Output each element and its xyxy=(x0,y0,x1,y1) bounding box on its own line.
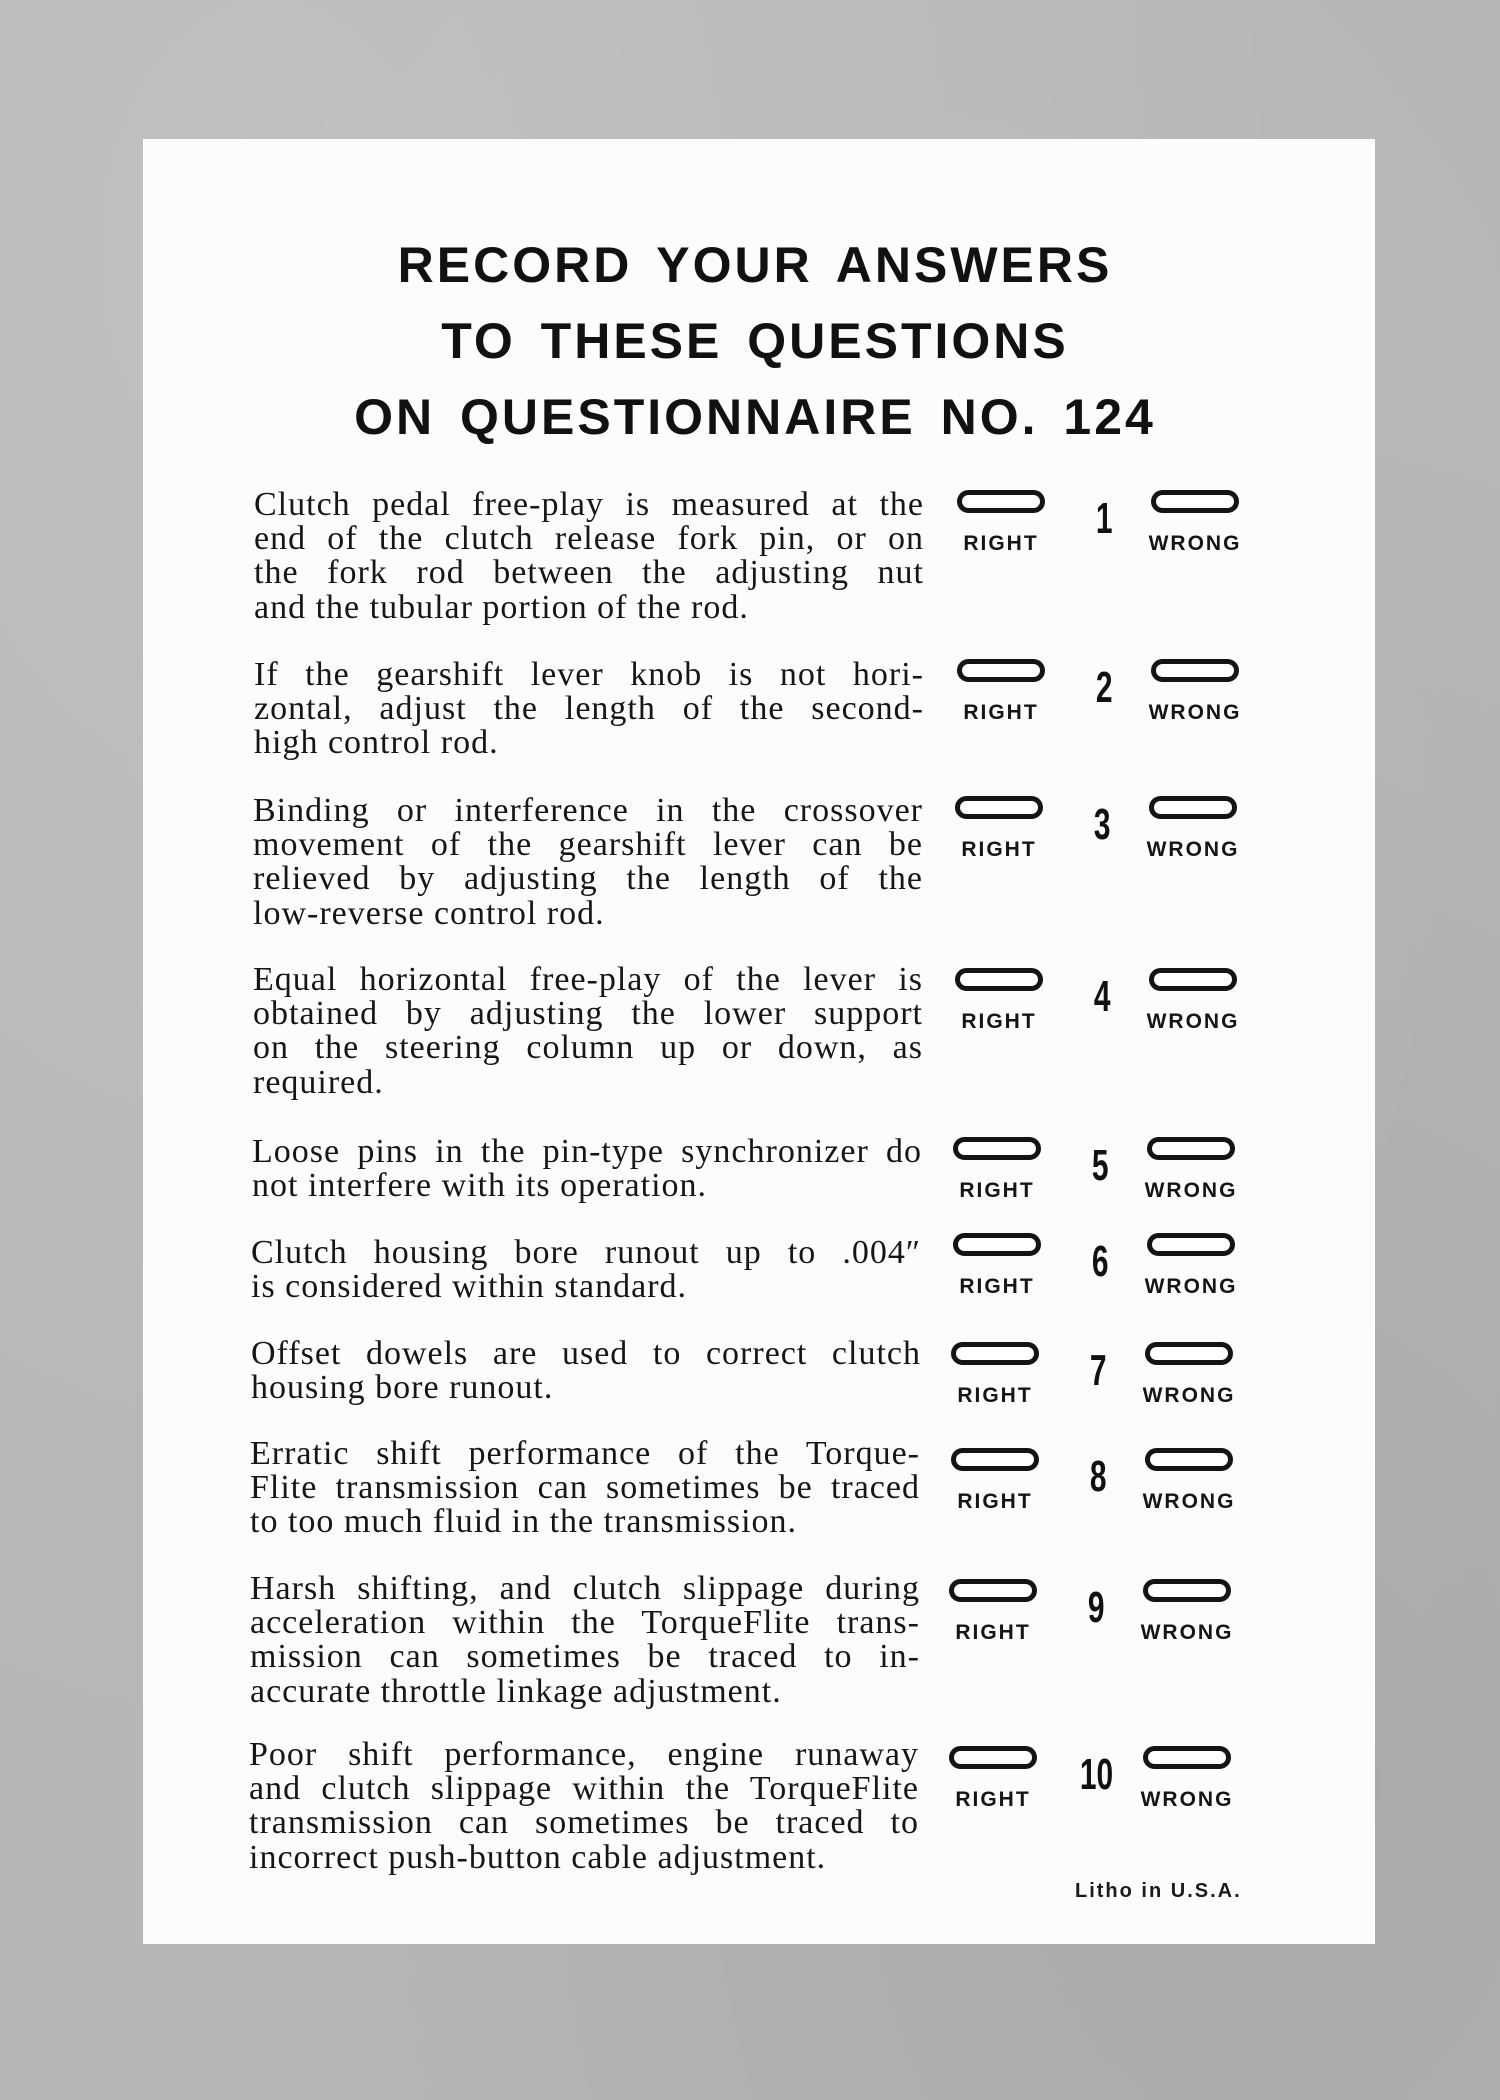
wrong-answer-bubble[interactable] xyxy=(1149,968,1237,991)
wrong-label: WRONG xyxy=(1144,1179,1238,1202)
question-number-cell xyxy=(1074,494,1134,543)
question-text-line: Clutch housing bore runout up to .004″ xyxy=(251,1234,921,1271)
question-text xyxy=(250,1437,920,1540)
answer-group xyxy=(955,796,1245,862)
question-number: 9 xyxy=(1087,1583,1105,1632)
question-text xyxy=(254,488,924,625)
question-text-line: Clutch pedal free-play is measured at the xyxy=(254,486,924,523)
right-label: RIGHT xyxy=(955,1788,1031,1811)
wrong-answer-bubble[interactable] xyxy=(1149,796,1237,819)
question-number-cell xyxy=(1068,1346,1128,1395)
question-text-line: movement of the gearshift lever can be xyxy=(253,826,923,864)
wrong-label: WRONG xyxy=(1146,1010,1240,1033)
answer-group xyxy=(955,968,1245,1034)
wrong-answer-bubble[interactable] xyxy=(1151,659,1239,682)
question-number: 8 xyxy=(1089,1452,1107,1501)
question-text-line: required. xyxy=(253,1063,384,1101)
answer-group xyxy=(951,1342,1241,1408)
question-number-cell xyxy=(1072,800,1132,849)
question-text xyxy=(253,794,923,931)
wrong-answer-bubble[interactable] xyxy=(1143,1746,1231,1769)
question-text-line: end of the clutch release fork pin, or on xyxy=(254,520,924,558)
question-number: 2 xyxy=(1095,663,1113,712)
question-number-cell xyxy=(1070,1141,1130,1190)
question-number-cell xyxy=(1072,972,1132,1021)
question-number-cell xyxy=(1066,1583,1126,1632)
answer-group xyxy=(953,1233,1243,1299)
question-text-line: is considered within standard. xyxy=(251,1268,688,1306)
question-text xyxy=(251,1337,921,1405)
question-number: 7 xyxy=(1089,1346,1107,1395)
wrong-label: WRONG xyxy=(1148,532,1242,555)
question-text-line: and the tubular portion of the rod. xyxy=(254,588,749,626)
question-text-line: Binding or interference in the crossover xyxy=(253,792,923,829)
answer-group xyxy=(949,1746,1239,1812)
right-label: RIGHT xyxy=(957,1384,1033,1407)
question-text-line: housing bore runout. xyxy=(251,1369,554,1407)
question-number: 1 xyxy=(1095,494,1113,543)
question-number-cell xyxy=(1068,1452,1128,1501)
question-text-line: relieved by adjusting the length of the xyxy=(253,860,923,898)
question-text xyxy=(250,1572,920,1709)
question-text xyxy=(252,1135,922,1203)
wrong-answer-bubble[interactable] xyxy=(1145,1342,1233,1365)
question-text-line: zontal, adjust the length of the second- xyxy=(254,690,924,728)
title-line: TO THESE QUESTIONS xyxy=(441,313,1069,369)
question-number: 3 xyxy=(1093,800,1111,849)
question-text-line: Erratic shift performance of the Torque- xyxy=(250,1435,920,1472)
answer-group xyxy=(953,1137,1243,1203)
right-answer-bubble[interactable] xyxy=(951,1342,1039,1365)
right-answer-bubble[interactable] xyxy=(949,1579,1037,1602)
right-answer-bubble[interactable] xyxy=(953,1233,1041,1256)
right-answer-bubble[interactable] xyxy=(949,1746,1037,1769)
question-text xyxy=(249,1738,919,1875)
question-text-line: accurate throttle linkage adjustment. xyxy=(250,1672,782,1710)
question-number-cell xyxy=(1074,663,1134,712)
question-number: 6 xyxy=(1091,1237,1109,1286)
wrong-label: WRONG xyxy=(1142,1490,1236,1513)
right-label: RIGHT xyxy=(961,1010,1037,1033)
question-text-line: transmission can sometimes be traced to xyxy=(249,1804,919,1842)
right-answer-bubble[interactable] xyxy=(951,1448,1039,1471)
page-title xyxy=(255,227,1255,455)
question-text xyxy=(254,658,924,761)
wrong-answer-bubble[interactable] xyxy=(1143,1579,1231,1602)
right-label: RIGHT xyxy=(959,1275,1035,1298)
wrong-label: WRONG xyxy=(1146,838,1240,861)
question-text-line: Offset dowels are used to correct clutch xyxy=(251,1335,921,1372)
question-number: 4 xyxy=(1093,972,1111,1021)
question-text-line: Loose pins in the pin-type synchronizer do xyxy=(252,1133,922,1170)
wrong-label: WRONG xyxy=(1140,1788,1234,1811)
right-label: RIGHT xyxy=(963,532,1039,555)
answer-group xyxy=(949,1579,1239,1645)
question-text-line: not interfere with its operation. xyxy=(252,1167,708,1205)
question-text-line: obtained by adjusting the lower support xyxy=(253,995,923,1033)
question-number-cell xyxy=(1070,1237,1130,1286)
question-number-cell xyxy=(1066,1750,1126,1799)
question-text-line: low-reverse control rod. xyxy=(253,894,605,932)
question-text xyxy=(253,963,923,1100)
answer-group xyxy=(957,490,1247,556)
printer-imprint: Litho in U.S.A. xyxy=(1075,1880,1242,1902)
question-text-line: on the steering column up or down, as xyxy=(253,1029,923,1067)
right-label: RIGHT xyxy=(963,701,1039,724)
question-text-line: If the gearshift lever knob is not hori- xyxy=(254,656,924,693)
title-line: RECORD YOUR ANSWERS xyxy=(397,237,1113,293)
right-answer-bubble[interactable] xyxy=(957,490,1045,513)
question-text-line: and clutch slippage within the TorqueFlite xyxy=(249,1770,919,1808)
wrong-answer-bubble[interactable] xyxy=(1147,1137,1235,1160)
wrong-label: WRONG xyxy=(1140,1621,1234,1644)
question-text-line: high control rod. xyxy=(254,724,499,762)
wrong-answer-bubble[interactable] xyxy=(1151,490,1239,513)
right-label: RIGHT xyxy=(961,838,1037,861)
right-label: RIGHT xyxy=(959,1179,1035,1202)
right-answer-bubble[interactable] xyxy=(957,659,1045,682)
question-text-line: the fork rod between the adjusting nut xyxy=(254,554,924,592)
question-text xyxy=(251,1236,921,1304)
wrong-label: WRONG xyxy=(1144,1275,1238,1298)
right-answer-bubble[interactable] xyxy=(953,1137,1041,1160)
wrong-answer-bubble[interactable] xyxy=(1145,1448,1233,1471)
right-answer-bubble[interactable] xyxy=(955,796,1043,819)
question-text-line: incorrect push-button cable adjustment. xyxy=(249,1838,827,1876)
right-label: RIGHT xyxy=(955,1621,1031,1644)
wrong-label: WRONG xyxy=(1142,1384,1236,1407)
question-number: 5 xyxy=(1091,1141,1109,1190)
question-text-line: mission can sometimes be traced to in- xyxy=(250,1638,920,1676)
question-text-line: Poor shift performance, engine runaway xyxy=(249,1736,919,1773)
question-text-line: acceleration within the TorqueFlite trans- xyxy=(250,1604,920,1642)
question-number: 10 xyxy=(1079,1750,1113,1799)
question-text-line: Equal horizontal free-play of the lever is xyxy=(253,961,923,998)
wrong-answer-bubble[interactable] xyxy=(1147,1233,1235,1256)
question-text-line: to too much fluid in the transmission. xyxy=(250,1503,798,1541)
wrong-label: WRONG xyxy=(1148,701,1242,724)
answer-group xyxy=(957,659,1247,725)
title-line: ON QUESTIONNAIRE NO. 124 xyxy=(354,389,1156,445)
question-text-line: Harsh shifting, and clutch slippage during xyxy=(250,1570,920,1607)
question-text-line: Flite transmission can sometimes be traced xyxy=(250,1469,920,1507)
answer-group xyxy=(951,1448,1241,1514)
right-label: RIGHT xyxy=(957,1490,1033,1513)
right-answer-bubble[interactable] xyxy=(955,968,1043,991)
